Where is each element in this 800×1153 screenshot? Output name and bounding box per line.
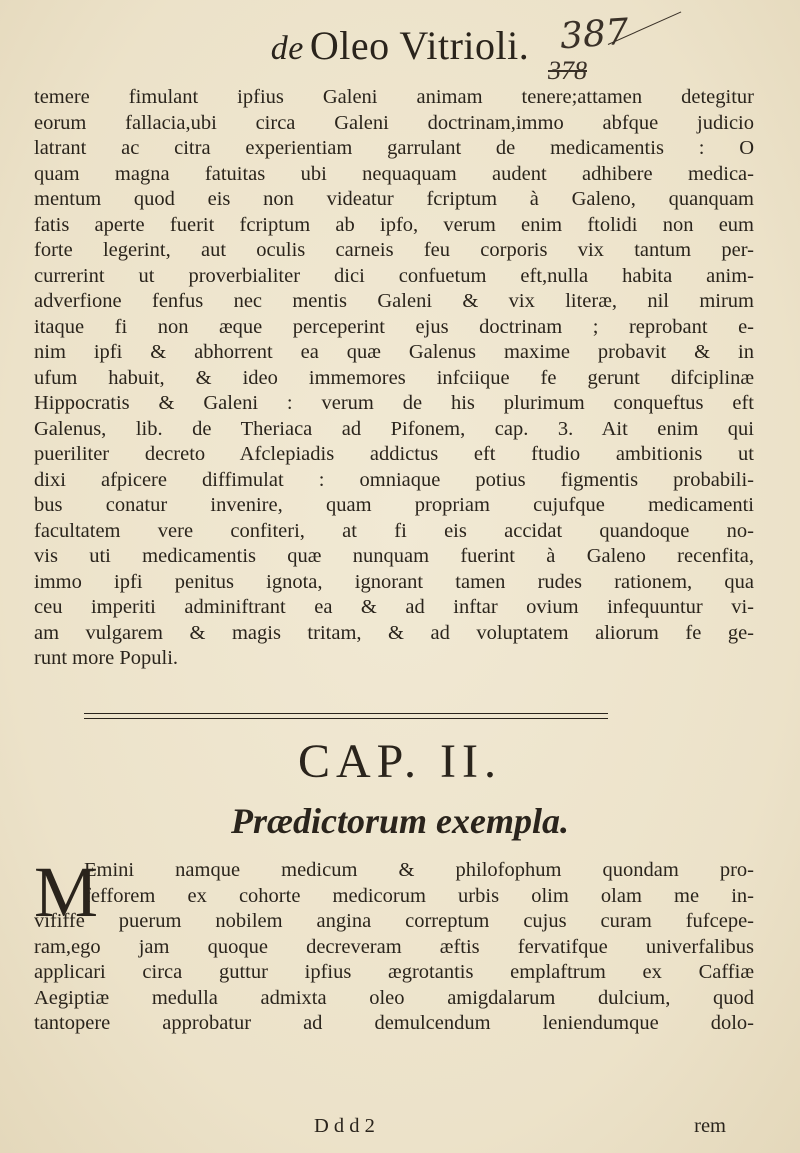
page-number xyxy=(538,11,658,90)
text-line: tantopere approbatur ad demulcendum leniendumque dolo- xyxy=(34,1012,754,1034)
text-line: dixi afpicere diffimulat : omniaque potius figmentis probabili- xyxy=(34,468,754,491)
text-line: itaque fi non æque perceperint ejus doctrinam ; reprobant e- xyxy=(34,315,754,338)
running-head-title: Oleo Vitrioli. xyxy=(309,23,530,68)
text-line: facultatem vere confiteri, at fi eis accidat quandoque no- xyxy=(34,519,754,542)
text-line: nim ipfi & abhorrent ea quæ Galenus maxime probavit & in xyxy=(34,341,754,363)
text-line: applicari circa guttur ipfius ægrotantis emplaftrum ex Caffiæ xyxy=(34,961,754,983)
signature-mark: D d d 2 xyxy=(314,1115,375,1137)
text-line: latrant ac citra experientiam garrulant de medicamentis : O xyxy=(34,137,754,159)
text-line: immo ipfi penitus ignota, ignorant tamen rudes rationem, qua xyxy=(34,570,754,593)
catchword: rem xyxy=(694,1115,726,1137)
text-line: Hippocratis & Galeni : verum de his plurimum conqueftus eft xyxy=(34,392,754,414)
running-head xyxy=(0,22,800,69)
text-line: runt more Populi. xyxy=(34,647,179,669)
text-line: fatis aperte fuerit fcriptum ab ipfo, verum enim ftolidi non eum xyxy=(34,213,754,236)
text-line: vififfe puerum nobilem angina correptum cujus curam fufcepe- xyxy=(34,910,754,932)
text-line: currerint ut proverbialiter dici confuetum eft,nulla habita anim- xyxy=(34,264,754,287)
text-line: mentum quod eis non videatur fcriptum à Galeno, quanquam xyxy=(34,188,754,210)
text-line: Aegiptiæ medulla admixta oleo amigdalarum dulcium, quod xyxy=(34,986,754,1009)
text-line: forte legerint, aut oculis carneis feu corporis vix tantum per- xyxy=(34,239,754,261)
text-line: am vulgarem & magis tritam, & ad voluptatem aliorum fe ge- xyxy=(34,621,754,644)
running-head-prefix: de xyxy=(270,30,304,67)
section-rule xyxy=(84,713,608,719)
text-line: Emini namque medicum & philofophum quondam pro- xyxy=(84,859,754,881)
text-line: eorum fallacia,ubi circa Galeni doctrinam,immo abfque judicio xyxy=(34,111,754,134)
body-text xyxy=(34,85,754,672)
text-line: pueriliter decreto Afclepiadis addictus eft ftudio ambitionis ut xyxy=(34,443,754,465)
chapter-subtitle: Prædictorum exempla. xyxy=(231,801,569,841)
text-line: vis uti medicamentis quæ nunquam fuerint à Galeno recenfita, xyxy=(34,545,754,567)
text-line: adverfione fenfus nec mentis Galeni & vix literæ, nil mirum xyxy=(34,290,754,312)
text-line: temere fimulant ipfius Galeni animam tenere;attamen detegitur xyxy=(34,86,754,108)
text-line: Galenus, lib. de Theriaca ad Pifonem, cap. 3. Ait enim qui xyxy=(34,417,754,440)
chapter-text xyxy=(34,852,754,1037)
chapter-heading: CAP. II. xyxy=(297,735,503,788)
text-line: fefforem ex cohorte medicorum urbis olim olam me in- xyxy=(84,884,754,907)
page-number-printed: 378 xyxy=(548,56,587,85)
text-line: quam magna fatuitas ubi nequaquam audent adhibere medica- xyxy=(34,162,754,185)
text-line: ceu imperiti adminiftrant ea & ad inftar ovium infequuntur vi- xyxy=(34,596,754,618)
text-line: bus conatur invenire, quam propriam cujufque medicamenti xyxy=(34,494,754,516)
text-line: ram,ego jam quoque decreveram æftis fervatifque univerfalibus xyxy=(34,935,754,958)
page-number-handwritten: 387 xyxy=(558,11,631,58)
text-line: ufum habuit, & ideo immemores infciique fe gerunt difciplinæ xyxy=(34,366,754,389)
drop-cap: M xyxy=(34,852,99,932)
